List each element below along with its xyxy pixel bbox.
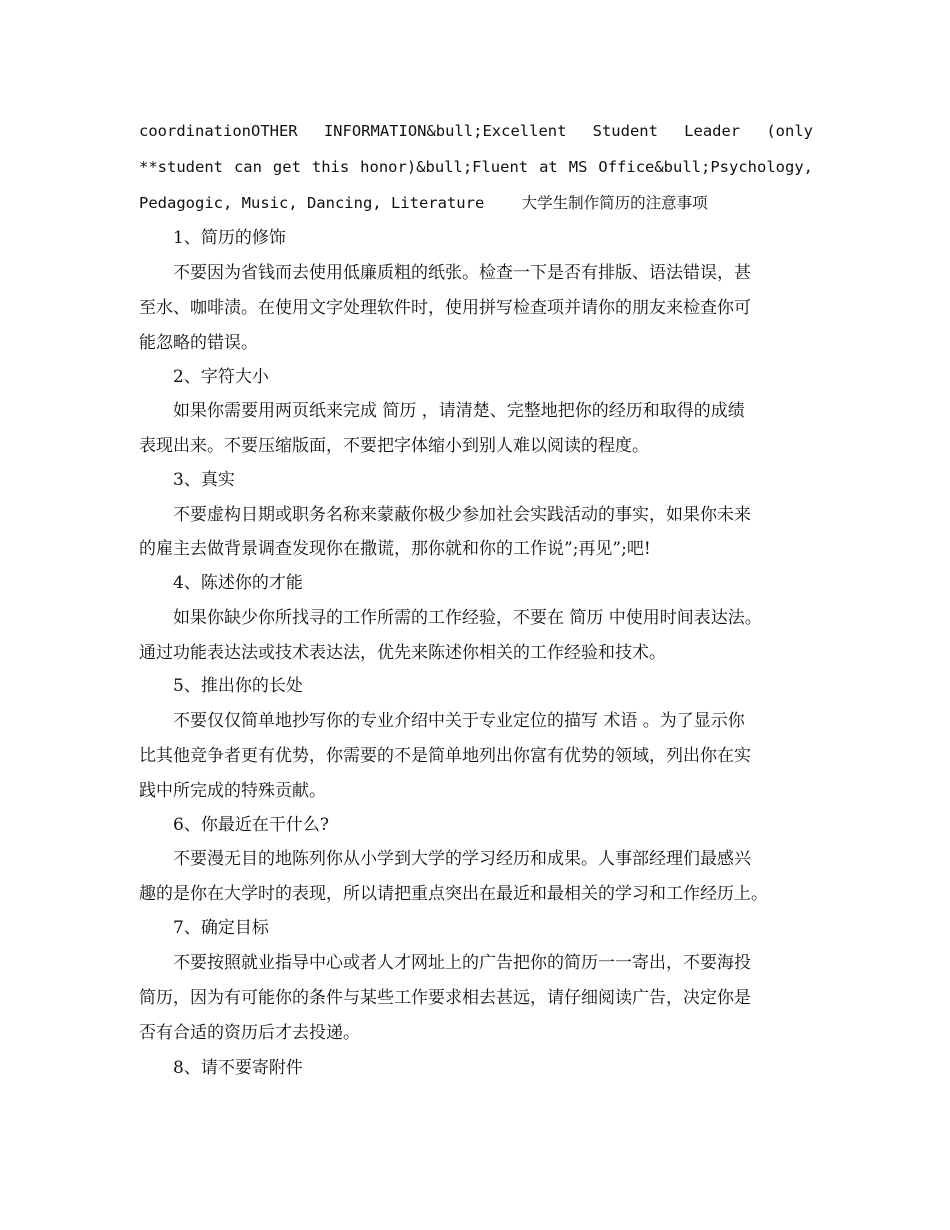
paragraph-line: 如果你缺少你所找寻的工作所需的工作经验，不要在 简历 中使用时间表达法。 — [173, 608, 762, 628]
paragraph-line: 比其他竞争者更有优势，你需要的不是简单地列出你富有优势的领域，列出你在实 — [139, 746, 751, 766]
paragraph-line: 表现出来。不要压缩版面，不要把字体缩小到别人难以阅读的程度。 — [139, 436, 649, 456]
paragraph-line: 不要仅仅简单地抄写你的专业介绍中关于专业定位的描写 术语 。为了显示你 — [173, 711, 745, 731]
section-heading: 7、确定目标 — [173, 918, 269, 938]
intro-line: **student can get this honor)&bull;Fluent at MS Office&bull;Psychology, — [139, 158, 813, 176]
paragraph-line: 通过功能表达法或技术表达法，优先来陈述你相关的工作经验和技术。 — [139, 643, 666, 663]
intro-line: coordinationOTHER INFORMATION&bull;Excellent Student Leader (only — [139, 122, 813, 140]
paragraph-line: 趣的是你在大学时的表现，所以请把重点突出在最近和最相关的学习和工作经历上。 — [139, 884, 768, 904]
section-heading: 2、字符大小 — [173, 367, 269, 387]
paragraph-line: 不要漫无目的地陈列你从小学到大学的学习经历和成果。人事部经理们最感兴 — [173, 849, 751, 869]
paragraph-line: 简历，因为有可能你的条件与某些工作要求相去甚远，请仔细阅读广告，决定你是 — [139, 988, 751, 1008]
paragraph-line: 否有合适的资历后才去投递。 — [139, 1023, 360, 1043]
section-heading: 1、简历的修饰 — [173, 228, 286, 248]
paragraph-line: 如果你需要用两页纸来完成 简历 ，请清楚、完整地把你的经历和取得的成绩 — [173, 401, 745, 421]
paragraph-line: 践中所完成的特殊贡献。 — [139, 781, 326, 801]
section-heading: 3、真实 — [173, 470, 235, 490]
paragraph-line: 不要虚构日期或职务名称来蒙蔽你极少参加社会实践活动的事实，如果你未来 — [173, 505, 751, 525]
section-heading: 6、你最近在干什么? — [173, 815, 329, 835]
paragraph-line: 不要按照就业指导中心或者人才网址上的广告把你的简历一一寄出，不要海投 — [173, 953, 751, 973]
section-heading: 5、推出你的长处 — [173, 676, 303, 696]
paragraph-line: 的雇主去做背景调查发现你在撒谎，那你就和你的工作说”;再见”;吧! — [139, 539, 651, 559]
intro-line: Pedagogic, Music, Dancing, Literature 大学生制作简历的注意事项 — [139, 194, 708, 212]
section-heading: 4、陈述你的才能 — [173, 573, 303, 593]
paragraph-line: 至水、咖啡渍。在使用文字处理软件时，使用拼写检查项并请你的朋友来检查你可 — [139, 298, 751, 318]
paragraph-line: 不要因为省钱而去使用低廉质粗的纸张。检查一下是否有排版、语法错误，甚 — [173, 263, 751, 283]
section-heading: 8、请不要寄附件 — [173, 1058, 303, 1078]
paragraph-line: 能忽略的错误。 — [139, 333, 258, 353]
